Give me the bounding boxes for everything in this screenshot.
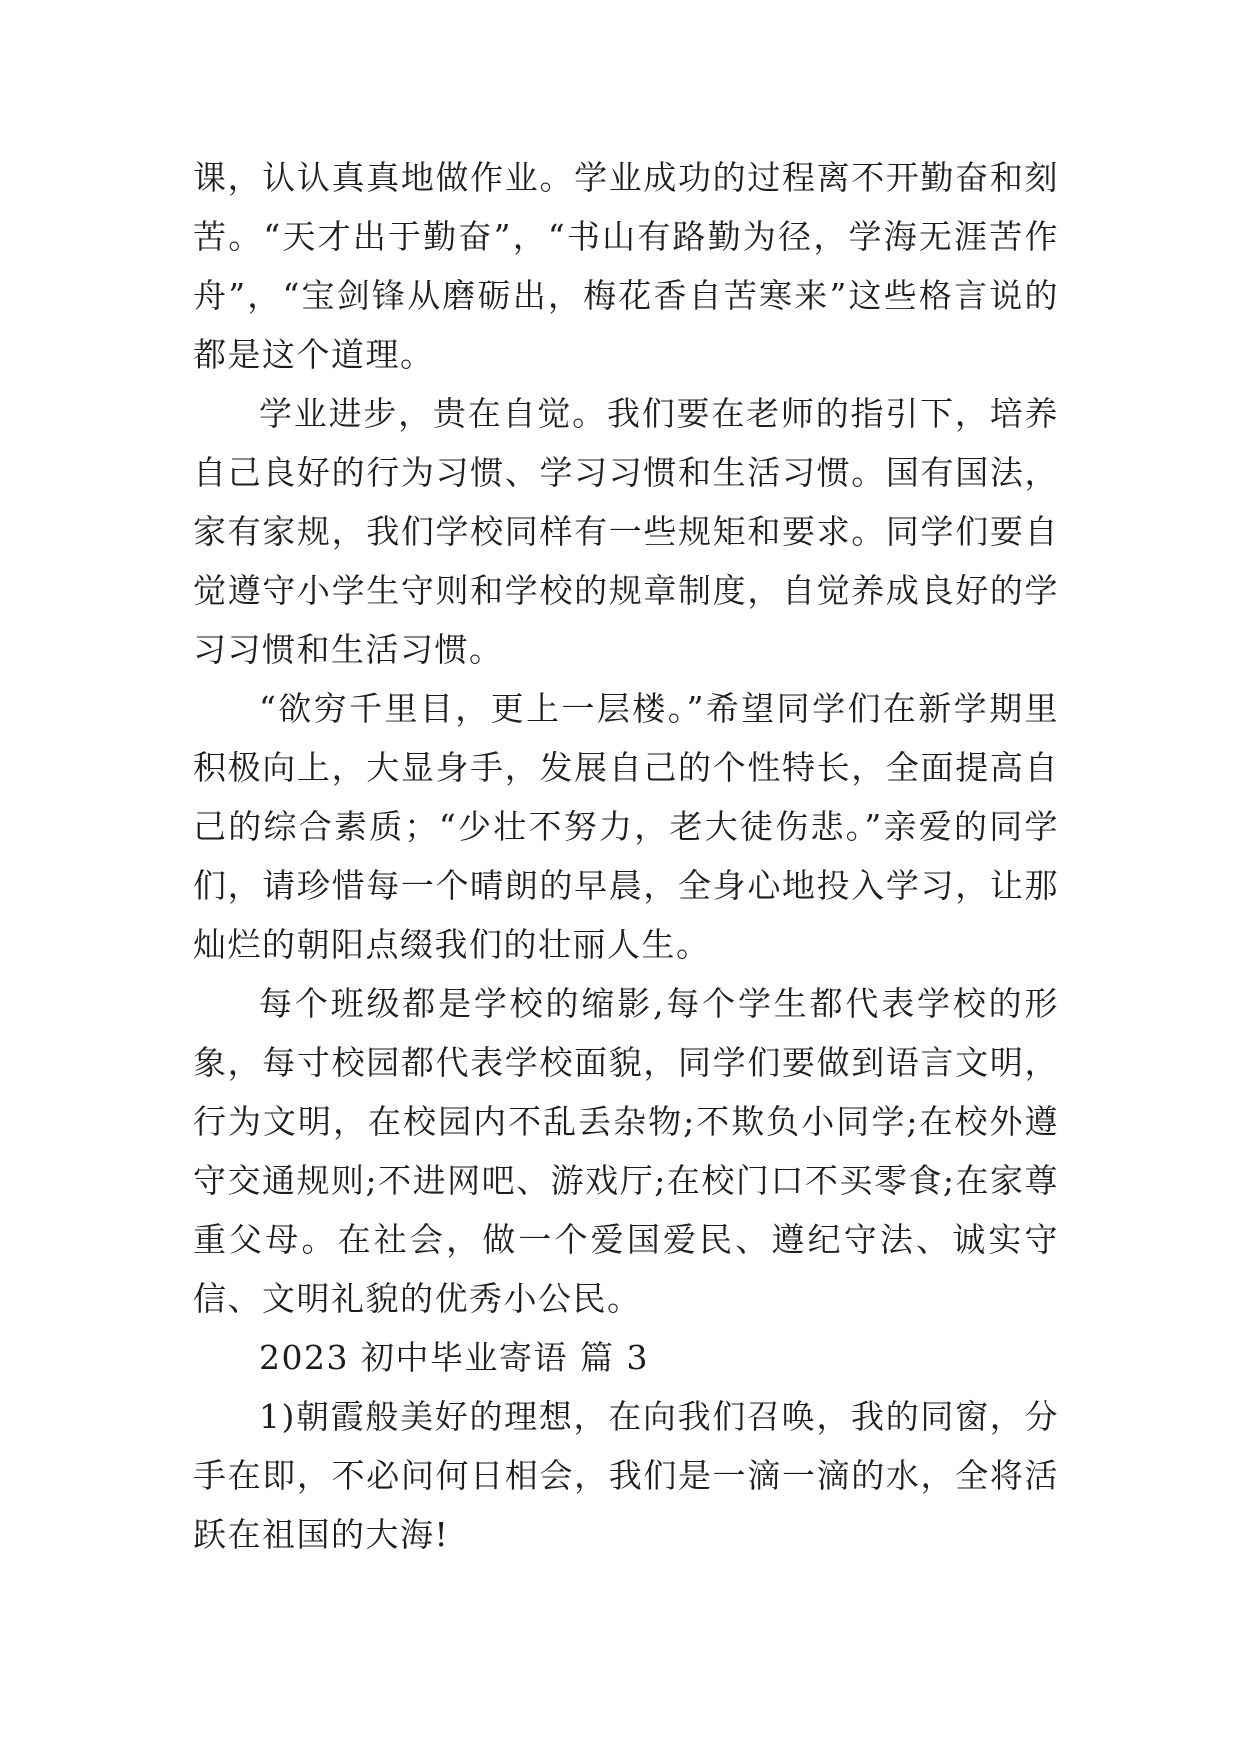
- paragraph-aspiration: “欲穷千里目，更上一层楼。”希望同学们在新学期里积极向上，大显身手，发展自己的个性特长，全面提高自己的综合素质；“少壮不努力，老大徒伤悲。”亲爱的同学们，请珍惜每一个晴朗的早晨，全身心地投入学习，让那灿烂的朝阳点缀我们的壮丽人生。: [193, 689, 1059, 964]
- paragraph-message-1: 1)朝霞般美好的理想，在向我们召唤，我的同窗，分手在即，不必问何日相会，我们是一滴一滴的水，全将活跃在祖国的大海!: [193, 1397, 1059, 1554]
- paragraph-self-discipline: 学业进步，贵在自觉。我们要在老师的指引下，培养自己良好的行为习惯、学习习惯和生活习惯。国有国法，家有家规，我们学校同样有一些规矩和要求。同学们要自觉遵守小学生守则和学校的规章制度，自觉养成良好的学习习惯和生活习惯。: [193, 394, 1059, 669]
- paragraph-continuation: 课，认认真真地做作业。学业成功的过程离不开勤奋和刻苦。“天才出于勤奋”，“书山有路勤为径，学海无涯苦作舟”，“宝剑锋从磨砺出，梅花香自苦寒来”这些格言说的都是这个道理。: [193, 158, 1059, 374]
- document-body: [193, 148, 1059, 1564]
- paragraph-school-image: 每个班级都是学校的缩影,每个学生都代表学校的形象，每寸校园都代表学校面貌，同学们要做到语言文明，行为文明，在校园内不乱丢杂物;不欺负小同学;在校外遵守交通规则;不进网吧、游戏厅;在校门口不买零食;在家尊重父母。在社会，做一个爱国爱民、遵纪守法、诚实守信、文明礼貌的优秀小公民。: [193, 984, 1059, 1318]
- section-heading: 2023 初中毕业寄语 篇 3: [259, 1338, 649, 1377]
